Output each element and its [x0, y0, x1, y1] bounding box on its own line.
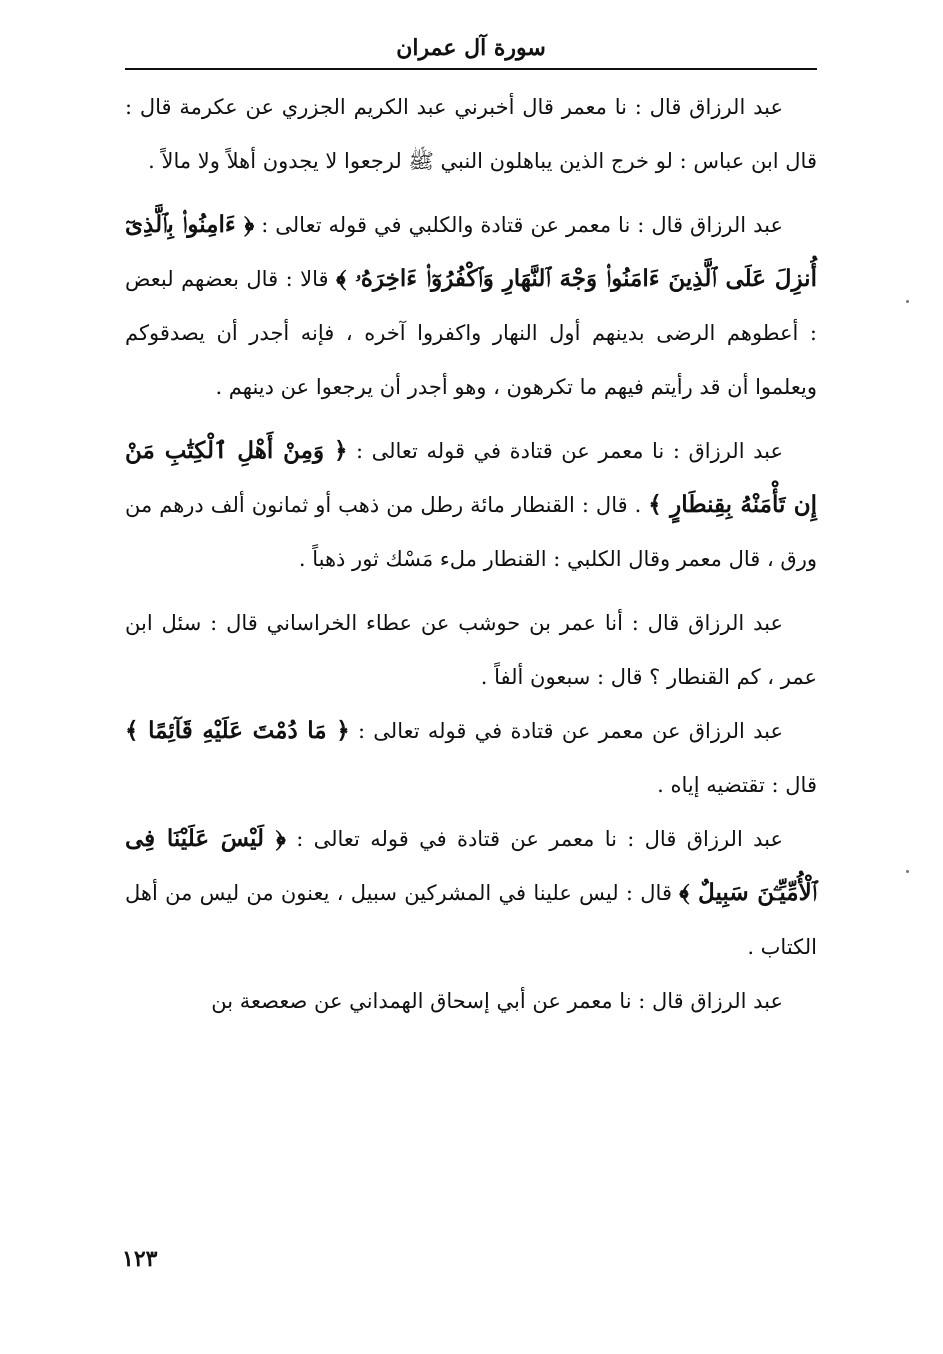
quran-verse-4: ﴿ لَيْسَ عَلَيْنَا فِى ٱلْأُمِّيِّـۧنَ سَبِيلٌ ﴾: [125, 825, 817, 906]
running-header: سورة آل عمران: [396, 35, 546, 61]
paragraph-1-text: عبد الرزاق قال : نا معمر قال أخبرني عبد الكريم الجزري عن عكرمة قال : قال ابن عباس : لو خرج الذين يباهلون النبي ﷺ لرجعوا لا يجدون أهلاً ولا مالاً .: [125, 95, 817, 173]
quran-verse-1: ﴿ ءَامِنُوا۟ بِٱلَّذِىٓ أُنزِلَ عَلَى ٱلَّذِينَ ءَامَنُوا۟ وَجْهَ ٱلنَّهَارِ وَٱكْفُرُوٓا۟ ءَاخِرَهُۥ ﴾: [125, 211, 817, 292]
paragraph-5-intro: عبد الرزاق عن معمر عن قتادة في قوله تعالى :: [357, 719, 783, 743]
paragraph-7: [125, 974, 817, 1028]
paragraph-2-commentary: قالا : قال بعضهم لبعض : أعطوهم الرضى بدينهم أول النهار واكفروا آخره ، فإنه أجدر أن يصدقوكم ويعلموا أن قد رأيتم فيهم ما تكرهون ، وهو أجدر أن يرجعوا عن دينهم .: [125, 267, 817, 399]
paragraph-7-text: عبد الرزاق قال : نا معمر عن أبي إسحاق الهمداني عن صعصعة بن: [211, 989, 783, 1013]
paragraph-2: [125, 198, 817, 414]
paragraph-5: [125, 704, 817, 812]
paragraph-6: [125, 812, 817, 974]
header-rule: [125, 68, 817, 70]
paragraph-3-intro: عبد الرزاق : نا معمر عن قتادة في قوله تعالى :: [355, 439, 783, 463]
paragraph-5-commentary: قال : تقتضيه إياه .: [657, 773, 817, 797]
quran-verse-3: ﴿ مَا دُمْتَ عَلَيْهِ قَآئِمًا ﴾: [125, 717, 350, 744]
paragraph-2-intro: عبد الرزاق قال : نا معمر عن قتادة والكلبي في قوله تعالى :: [261, 213, 783, 237]
paragraph-6-commentary: قال : ليس علينا في المشركين سبيل ، يعنون من ليس من أهل الكتاب .: [125, 881, 817, 959]
paragraph-6-intro: عبد الرزاق قال : نا معمر عن قتادة في قوله تعالى :: [296, 827, 784, 851]
paragraph-1: [125, 80, 817, 188]
paragraph-4: [125, 596, 817, 704]
paragraph-3-commentary: . قال : القنطار مائة رطل من ذهب أو ثمانون ألف درهم من ورق ، قال معمر وقال الكلبي : القنطار ملء مَسْك ثور ذهباً .: [125, 493, 817, 571]
page-number: ١٢٣: [122, 1246, 158, 1272]
paragraph-4-text: عبد الرزاق قال : أنا عمر بن حوشب عن عطاء الخراساني قال : سئل ابن عمر ، كم القنطار ؟ قال : سبعون ألفاً .: [125, 611, 817, 689]
margin-speck: [906, 300, 909, 303]
paragraph-3: [125, 424, 817, 586]
margin-speck: [906, 870, 909, 873]
quran-verse-2: ﴿ وَمِنْ أَهْلِ ٱلْكِتَٰبِ مَنْ إِن تَأْمَنْهُ بِقِنطَارٍ ﴾: [125, 437, 817, 518]
body-text: [125, 80, 817, 1028]
